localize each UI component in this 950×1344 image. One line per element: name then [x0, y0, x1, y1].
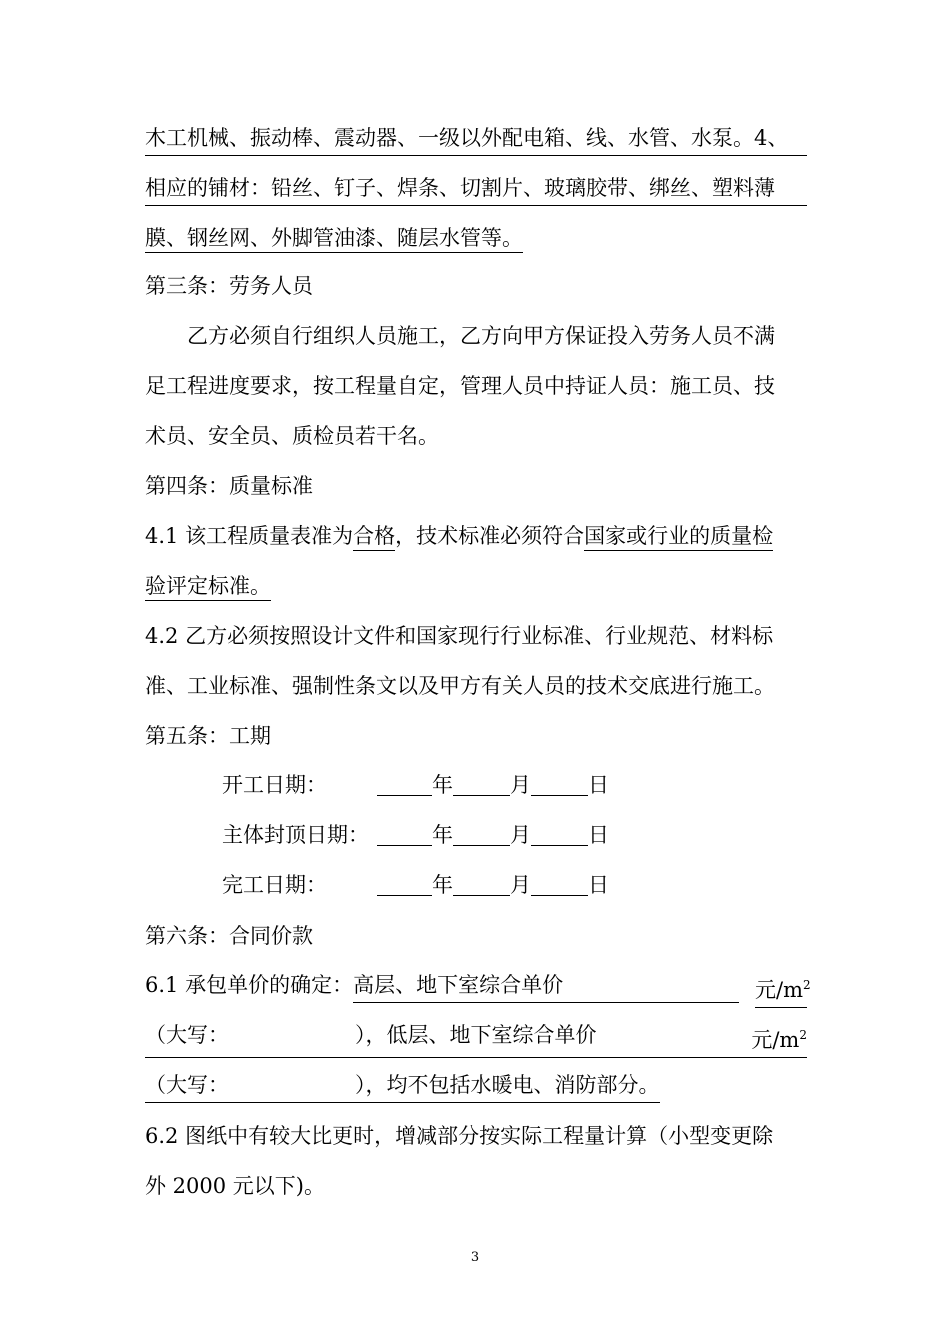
- day-blank: [531, 871, 588, 896]
- clause-4-1-line-2: [145, 571, 271, 621]
- clause-4-2-line-1: 4.2 乙方必须按照设计文件和国家现行行业标准、行业规范、材料标: [145, 624, 774, 648]
- quality-standard: 国家或行业的质量检: [584, 524, 773, 551]
- day-blank: [531, 771, 588, 796]
- clause-6-2-line-1: 6.2 图纸中有较大比更时，增减部分按实际工程量计算（小型变更除: [145, 1124, 774, 1148]
- daxie-label: （大写：: [145, 1073, 229, 1097]
- completion-date-row: [222, 870, 609, 900]
- clause-4-2-line-2: 准、工业标准、强制性条文以及甲方有关人员的技术交底进行施工。: [145, 674, 775, 698]
- article-3-text-2: 足工程进度要求，按工程量自定，管理人员中持证人员：施工员、技: [145, 374, 775, 398]
- clause-4-1-line-1: [145, 521, 773, 571]
- date-label: 主体封顶日期：: [222, 823, 369, 847]
- clause-6-1-line-2: [145, 1020, 807, 1070]
- day-blank: [531, 821, 588, 846]
- quality-grade: 合格: [353, 524, 395, 551]
- clause-6-1-prefix: 6.1 承包单价的确定：: [145, 973, 354, 997]
- year-label: 年: [432, 773, 453, 797]
- day-label: 日: [588, 823, 609, 847]
- day-label: 日: [588, 773, 609, 797]
- page-number: 3: [470, 1250, 480, 1265]
- day-label: 日: [588, 873, 609, 897]
- article-3-heading: 第三条：劳务人员: [145, 274, 313, 298]
- clause-6-2-line-2: 外 2000 元以下)。: [145, 1174, 325, 1198]
- year-blank: [377, 821, 432, 846]
- start-date-row: [222, 770, 609, 800]
- exclusion-note: ），均不包括水暖电、消防部分。: [355, 1073, 660, 1097]
- year-label: 年: [432, 823, 453, 847]
- year-blank: [377, 771, 432, 796]
- clause-6-1-line-3: [145, 1070, 660, 1120]
- article-3-text-3: 术员、安全员、质检员若干名。: [145, 424, 439, 448]
- month-blank: [453, 821, 510, 846]
- article-6-heading: 第六条：合同价款: [145, 924, 313, 948]
- article-5-heading: 第五条：工期: [145, 724, 271, 748]
- low-rise-price-field: ），低层、地下室综合单价: [355, 1023, 597, 1047]
- year-blank: [377, 871, 432, 896]
- clause-4-1-mid: ，技术标准必须符合: [395, 524, 585, 548]
- month-label: 月: [510, 823, 531, 847]
- unit-label: 元$/m^2$: [751, 1028, 807, 1052]
- daxie-label: （大写：: [145, 1023, 229, 1047]
- article-3-text-1: 乙方必须自行组织人员施工，乙方向甲方保证投入劳务人员不满: [187, 324, 775, 348]
- unit-label: 元$/m^2$: [755, 970, 807, 1008]
- date-label: 开工日期：: [222, 773, 327, 797]
- topping-out-date-row: [222, 820, 609, 850]
- year-label: 年: [432, 873, 453, 897]
- date-label: 完工日期：: [222, 873, 327, 897]
- month-label: 月: [510, 873, 531, 897]
- material-line-1: 木工机械、振动棒、震动器、一级以外配电箱、线、水管、水泵。4、: [145, 123, 807, 173]
- quality-standard-cont: 验评定标准。: [145, 574, 271, 601]
- clause-6-1-line-1: [145, 970, 811, 1020]
- month-label: 月: [510, 773, 531, 797]
- article-4-heading: 第四条：质量标准: [145, 474, 313, 498]
- clause-4-1-prefix: 4.1 该工程质量表准为: [145, 524, 354, 548]
- month-blank: [453, 871, 510, 896]
- high-rise-price-field: 高层、地下室综合单价: [353, 970, 739, 1003]
- material-line-3: 膜、钢丝网、外脚管油漆、随层水管等。: [145, 223, 523, 273]
- month-blank: [453, 771, 510, 796]
- material-line-2: 相应的铺材：铅丝、钉子、焊条、切割片、玻璃胶带、绑丝、塑料薄: [145, 173, 807, 223]
